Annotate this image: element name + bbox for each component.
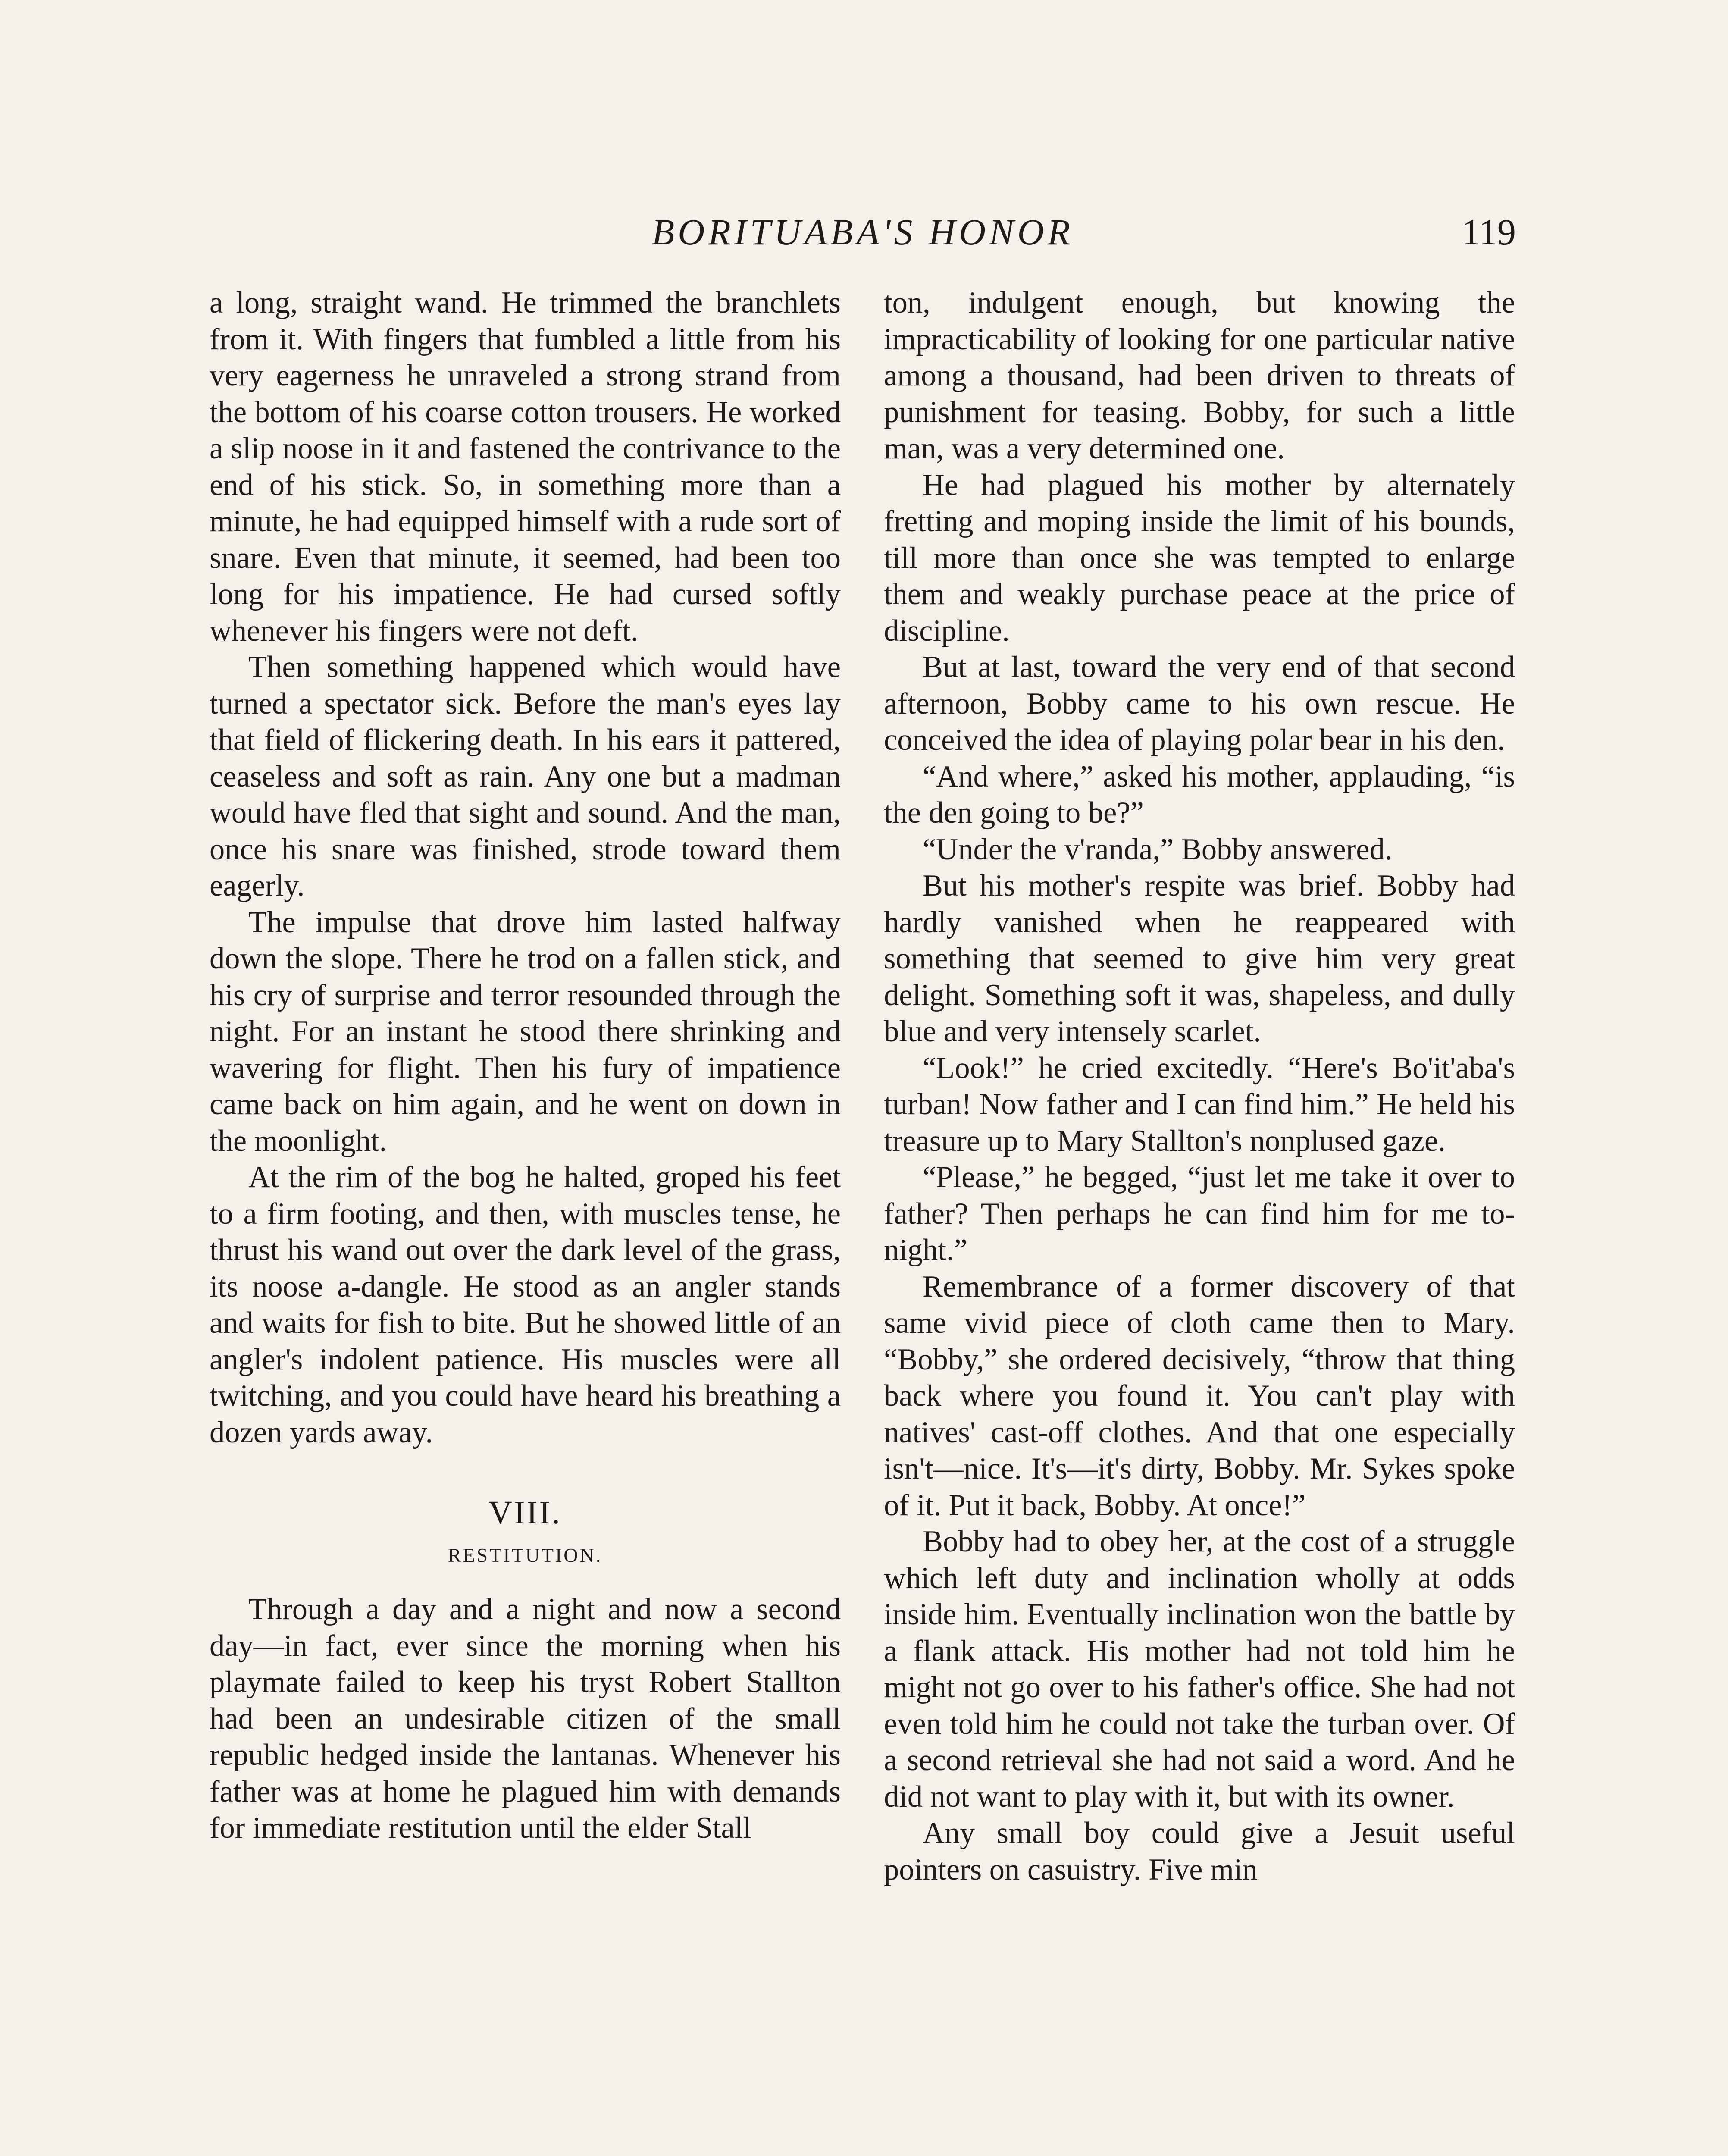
page-number: 119 (1462, 211, 1516, 253)
paragraph: “Look!” he cried excitedly. “Here's Bo'it'aba's turban! Now father and I can find him.” He held his treasure up to Mary Stallton's nonplused gaze. (884, 1051, 1515, 1158)
right-column (884, 285, 1515, 1888)
paragraph: a long, straight wand. He trimmed the branchlets from it. With fingers that fumbled a little from his very eagerness he unraveled a strong strand from the bottom of his coarse cotton trousers. He worked a slip noose in it and fastened the contrivance to the end of his stick. So, in something more than a minute, he had equipped himself with a rude sort of snare. Even that minute, it seemed, had been too long for his impatience. He had cursed softly whenever his fingers were not deft. (210, 286, 841, 648)
paragraph: Then something happened which would have turned a spectator sick. Before the man's eyes lay that field of flickering death. In his ears it pattered, ceaseless and soft as rain. Any one but a madman would have fled that sight and sound. And the man, once his snare was finished, strode toward them eagerly. (210, 650, 841, 903)
left-column (210, 285, 841, 1846)
paragraph: Any small boy could give a Jesuit useful pointers on casuistry. Five min (884, 1816, 1515, 1887)
paragraph: Remembrance of a former discovery of that same vivid piece of cloth came then to Mary. “Bobby,” she ordered decisively, “throw that thing back where you found it. You can't play with natives' cast-off clothes. And that one especially isn't—nice. It's—it's dirty, Bobby. Mr. Sykes spoke of it. Put it back, Bobby. At once!” (884, 1269, 1515, 1522)
paragraph: “Under the v'randa,” Bobby answered. (923, 832, 1393, 866)
paragraph: The impulse that drove him lasted halfway down the slope. There he trod on a fallen stick, and his cry of surprise and terror resounded through the night. For an instant he stood there shrinking and wavering for flight. Then his fury of impatience came back on him again, and he went on down in the moonlight. (210, 905, 841, 1158)
paragraph: ton, indulgent enough, but knowing the impracticability of looking for one particular native among a thousand, had been driven to threats of punishment for teasing. Bobby, for such a little man, was a very determined one. (884, 286, 1515, 465)
running-title: BORITUABA'S HONOR (651, 211, 1074, 253)
paragraph: “Please,” he begged, “just let me take it over to father? Then perhaps he can find him for me to-night.” (884, 1160, 1515, 1267)
paragraph: But at last, toward the very end of that second afternoon, Bobby came to his own rescue. He conceived the idea of playing polar bear in his den. (884, 650, 1515, 757)
paragraph: At the rim of the bog he halted, groped his feet to a firm footing, and then, with muscles tense, he thrust his wand out over the dark level of the grass, its noose a-dangle. He stood as an angler stands and waits for fish to bite. But he showed little of an angler's indolent patience. His muscles were all twitching, and you could have heard his breathing a dozen yards away. (210, 1160, 841, 1449)
paragraph: Through a day and a night and now a second day—in fact, ever since the morning when his playmate failed to keep his tryst Robert Stallton had been an undesirable citizen of the small republic hedged inside the lantanas. Whenever his father was at home he plagued him with demands for immediate restitution until the elder Stall (210, 1592, 841, 1845)
paragraph: But his mother's respite was brief. Bobby had hardly vanished when he reappeared with something that seemed to give him very great delight. Something soft it was, shapeless, and dully blue and very intensely scarlet. (884, 869, 1515, 1048)
paragraph: He had plagued his mother by alternately fretting and moping inside the limit of his bounds, till more than once she was tempted to enlarge them and weakly purchase peace at the price of discipline. (884, 468, 1515, 648)
running-head (210, 206, 1516, 258)
section-title: RESTITUTION. (448, 1544, 603, 1566)
paragraph: “And where,” asked his mother, applauding, “is the den going to be?” (884, 759, 1515, 830)
section-numeral: VIII. (488, 1495, 562, 1531)
paragraph: Bobby had to obey her, at the cost of a struggle which left duty and inclination wholly at odds inside him. Eventually inclination won the battle by a flank attack. His mother had not told him he might not go over to his father's office. She had not even told him he could not take the turban over. Of a second retrieval she had not said a word. And he did not want to play with it, but with its owner. (884, 1525, 1515, 1814)
